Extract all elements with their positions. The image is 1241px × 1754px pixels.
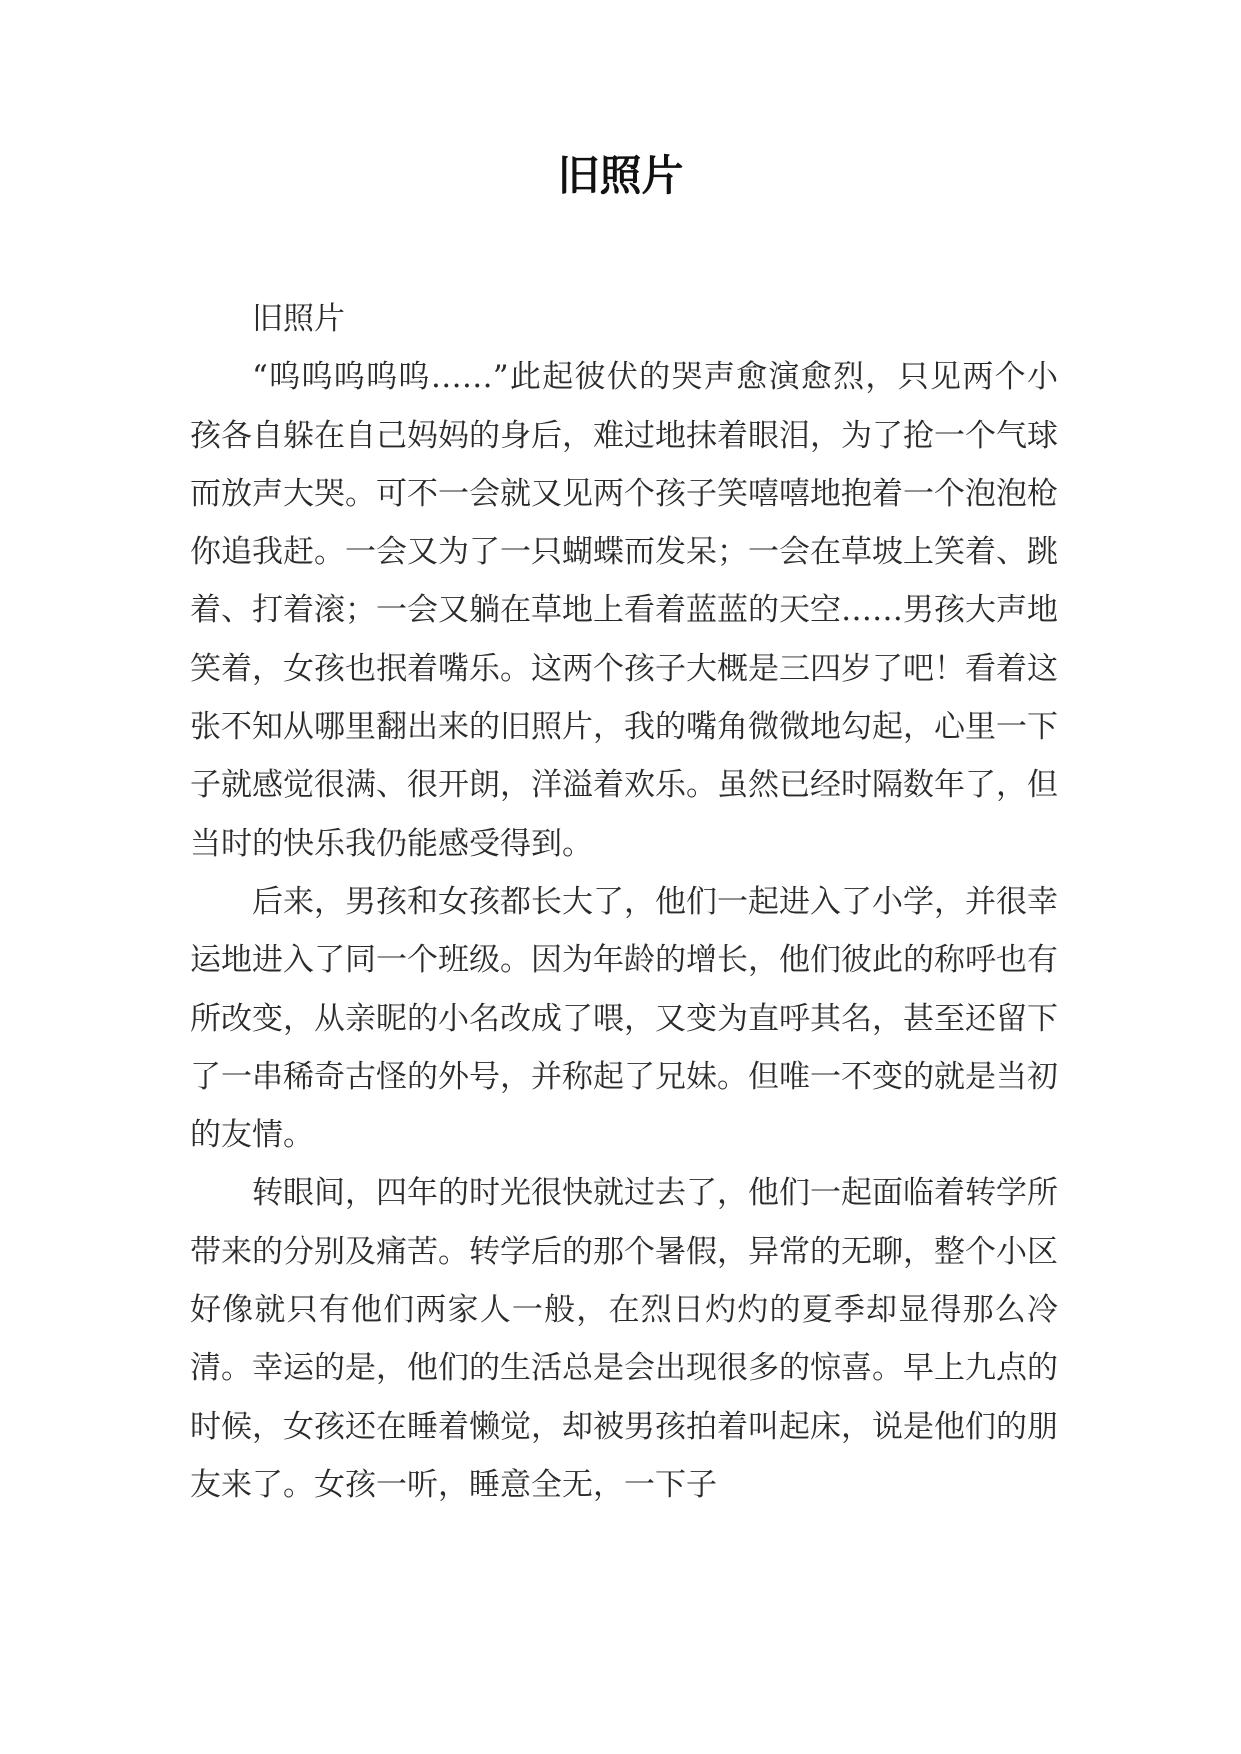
document-title: 旧照片: [557, 151, 684, 200]
paragraph-subtitle: 旧照片: [252, 301, 345, 337]
paragraph-school: 后来，男孩和女孩都长大了，他们一起进入了小学，并很幸运地进入了同一个班级。因为年龄的增长，他们彼此的称呼也有所改变，从亲昵的小名改成了喂，又变为直呼其名，甚至还留下了一串稀奇古怪的外号，并称起了兄妹。但唯一不变的就是当初的友情。: [190, 883, 1058, 1154]
paragraph-transfer: 转眼间，四年的时光很快就过去了，他们一起面临着转学所带来的分别及痛苦。转学后的那个暑假，异常的无聊，整个小区好像就只有他们两家人一般，在烈日灼灼的夏季却显得那么冷清。幸运的是，他们的生活总是会出现很多的惊喜。早上九点的时候，女孩还在睡着懒觉，却被男孩拍着叫起床，说是他们的朋友来了。女孩一听，睡意全无，一下子: [190, 1175, 1058, 1503]
paragraph-childhood: “呜呜呜呜呜……”此起彼伏的哭声愈演愈烈，只见两个小孩各自躲在自己妈妈的身后，难过地抹着眼泪，为了抢一个气球而放声大哭。可不一会就又见两个孩子笑嘻嘻地抱着一个泡泡枪你追我赶。一会又为了一只蝴蝶而发呆；一会在草坡上笑着、跳着、打着滚；一会又躺在草地上看着蓝蓝的天空……男孩大声地笑着，女孩也抿着嘴乐。这两个孩子大概是三四岁了吧！看着这张不知从哪里翻出来的旧照片，我的嘴角微微地勾起，心里一下子就感觉很满、很开朗，洋溢着欢乐。虽然已经时隔数年了，但当时的快乐我仍能感受得到。: [190, 359, 1058, 862]
document-body: [190, 290, 1058, 1514]
